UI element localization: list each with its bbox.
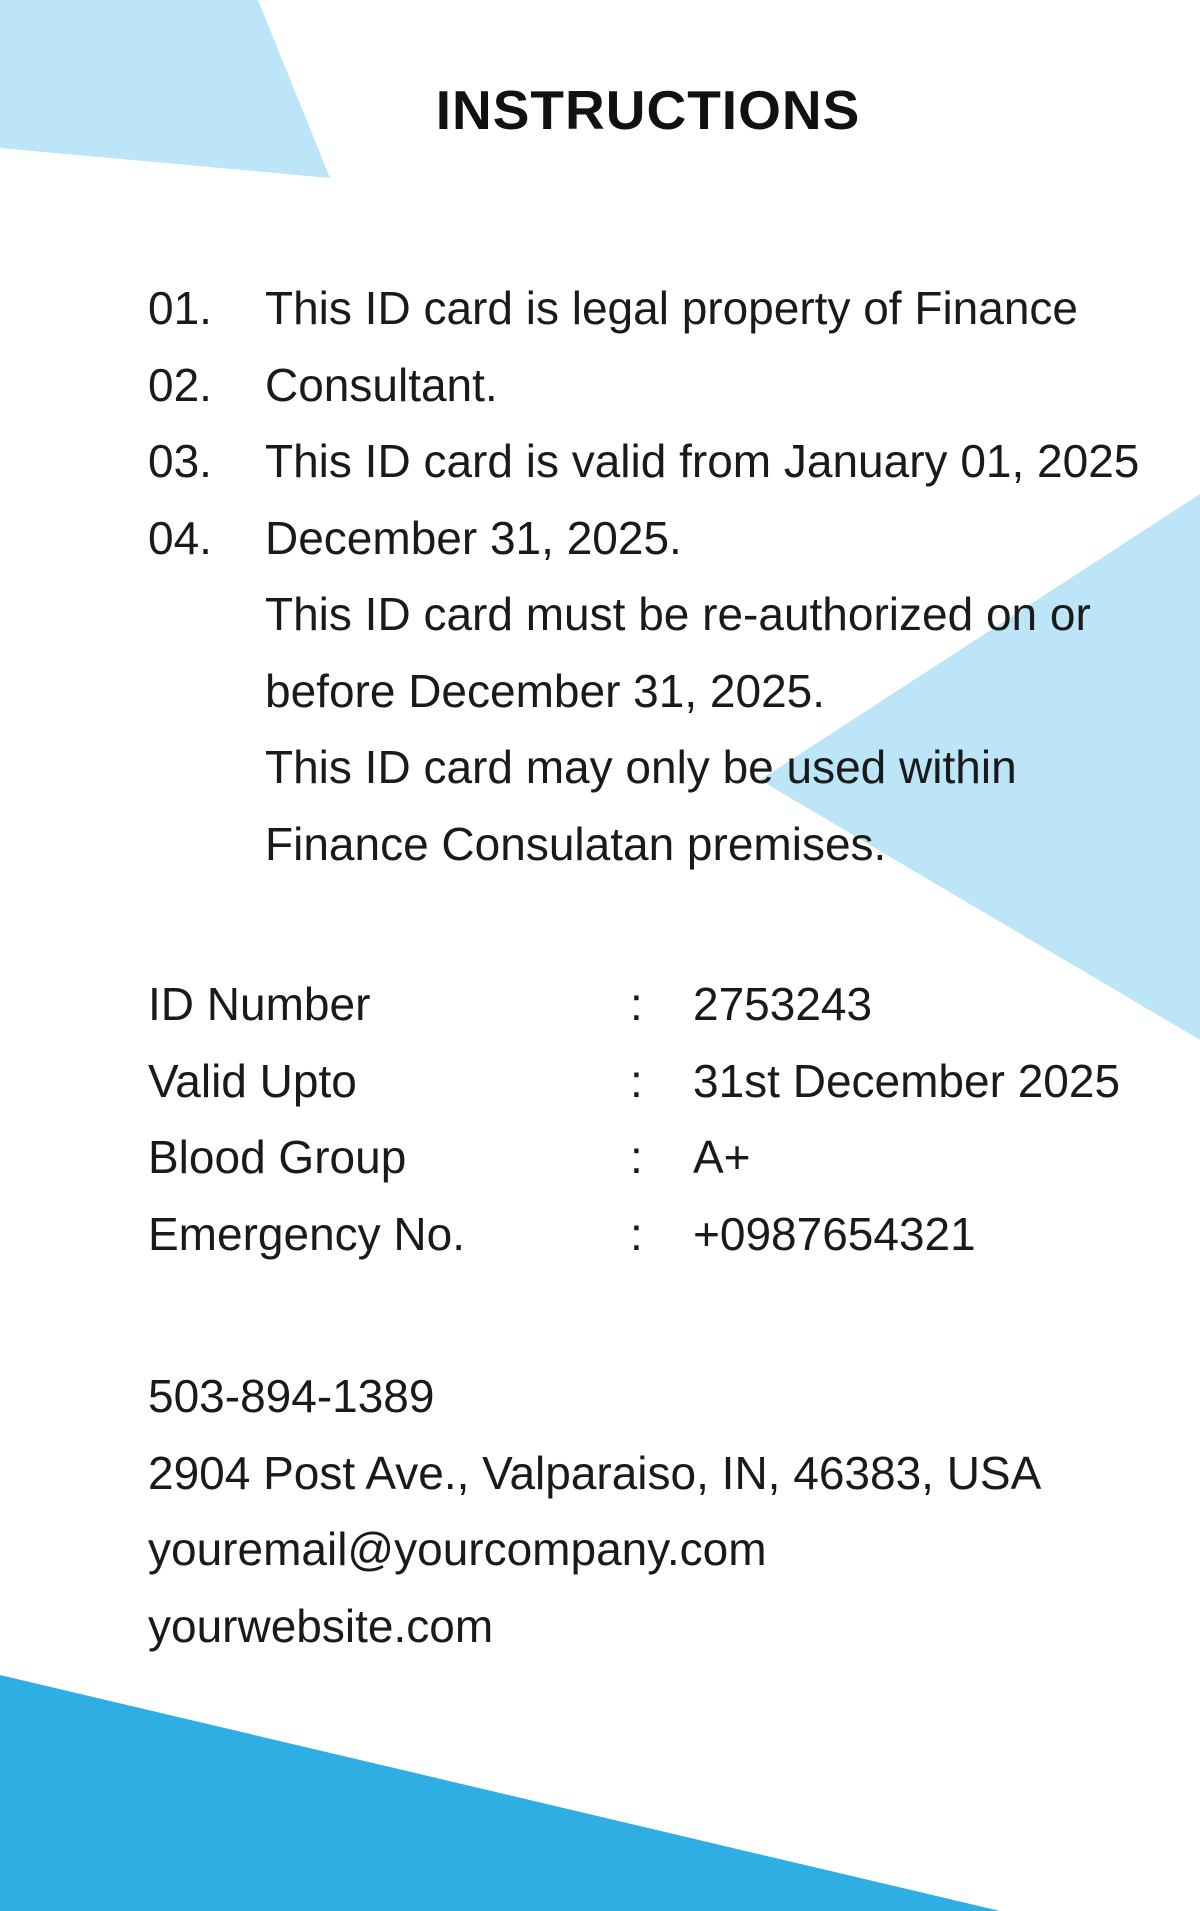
instruction-line: Consultant. [265,358,498,411]
detail-label: Valid Upto [148,1054,357,1107]
detail-row-id-number [148,966,1148,1043]
contact-email: youremail@yourcompany.com [148,1523,767,1575]
instruction-number: 03. [148,435,212,487]
instruction-line: This ID card must be re-authorized on or [265,588,1091,640]
contact-address: 2904 Post Ave., Valparaiso, IN, 46383, USA [148,1446,1042,1499]
instruction-line: This ID card may only be used within [265,741,1017,793]
detail-separator: : [630,1207,643,1260]
contact-info [148,1358,1148,1664]
detail-separator: : [630,1131,643,1183]
detail-value: A+ [693,1131,751,1183]
instruction-line: This ID card is legal property of Finance [265,282,1079,334]
detail-value: 31st December 2025 [693,1054,1121,1107]
instruction-line: December 31, 2025. [265,511,682,564]
card-details [148,966,1148,1272]
page-title: INSTRUCTIONS [435,79,861,141]
instruction-text [265,270,1165,882]
detail-row-valid-upto [148,1043,1148,1120]
instruction-line: before December 31, 2025. [265,664,826,717]
detail-label: ID Number [148,978,371,1030]
detail-row-emergency-no [148,1196,1148,1273]
instruction-line: Finance Consulatan premises. [265,817,887,870]
instruction-number: 01. [148,282,212,334]
detail-value: 2753243 [693,978,873,1030]
detail-separator: : [630,978,643,1030]
instruction-number: 04. [148,511,212,564]
detail-label: Blood Group [148,1131,407,1183]
detail-label: Emergency No. [148,1207,466,1260]
instruction-numbers [148,270,212,576]
detail-separator: : [630,1054,643,1107]
contact-website: yourwebsite.com [148,1599,494,1652]
instruction-number: 02. [148,358,212,411]
contact-phone: 503-894-1389 [148,1370,435,1422]
detail-value: +0987654321 [693,1207,976,1260]
instruction-line: This ID card is valid from January 01, 2025 [265,435,1140,487]
detail-row-blood-group [148,1119,1148,1196]
